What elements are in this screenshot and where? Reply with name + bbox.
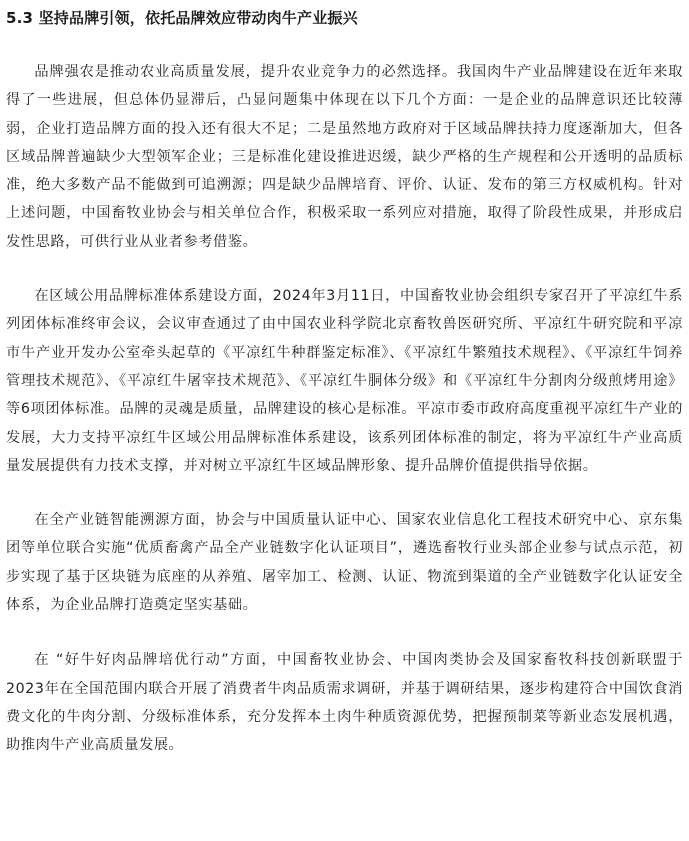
section-title: 5.3 坚持品牌引领，依托品牌效应带动肉牛产业振兴 [6,9,358,27]
paragraph-brand-strengthening: 品牌强农是推动农业高质量发展，提升农业竞争力的必然选择。我国肉牛产业品牌建设在近年来取得了一些进展，但总体仍显滞后，凸显问题集中体现在以下几个方面：一是企业的品牌意识还比较薄弱，企业打造品牌方面的投入还有很大不足；二是虽然地方政府对于区域品牌扶持力度逐渐加大，但各区域品牌普遍缺少大型领军企业；三是标准化建设推进迟缓，缺少严格的生产规程和公开透明的品质标准，绝大多数产品不能做到可追溯源；四是缺少品牌培育、评价、认证、发布的第三方权威机构。针对上述问题，中国畜牧业协会与相关单位合作，积极采取一系列应对措施，取得了阶段性成果，并形成启发性思路，可供行业从业者参考借鉴。 [6,64,683,250]
paragraph-regional-standards: 在区域公用品牌标准体系建设方面，2024年3月11日，中国畜牧业协会组织专家召开了平凉红牛系列团体标准终审会议，会议审查通过了由中国农业科学院北京畜牧兽医研究所、平凉红牛研究院和平凉市牛产业开发办公室牵头起草的《平凉红牛种群鉴定标准》、《平凉红牛繁殖技术规程》、《平凉红牛饲养管理技术规范》、《平凉红牛屠宰技术规范》、《平凉红牛胴体分级》和《平凉红牛分割肉分级煎烤用途》等6项团体标准。品牌的灵魂是质量，品牌建设的核心是标准。平凉市委市政府高度重视平凉红牛产业的发展，大力支持平凉红牛区域公用品牌标准体系建设，该系列团体标准的制定，将为平凉红牛产业高质量发展提供有力技术支撑，并对树立平凉红牛区域品牌形象、提升品牌价值提供指导依据。 [6,288,683,474]
paragraph-traceability: 在全产业链智能溯源方面，协会与中国质量认证中心、国家农业信息化工程技术研究中心、京东集团等单位联合实施“优质畜禽产品全产业链数字化认证项目”，遴选畜牧行业头部企业参与试点示范，初步实现了基于区块链为底座的从养殖、屠宰加工、检测、认证、物流到渠道的全产业链数字化认证安全体系，为企业品牌打造奠定坚实基础。 [6,512,683,614]
paragraph-brand-cultivation: 在 “好牛好肉品牌培优行动”方面，中国畜牧业协会、中国肉类协会及国家畜牧科技创新联盟于2023年在全国范围内联合开展了消费者牛肉品质需求调研，并基于调研结果，逐步构建符合中国饮食消费文化的牛肉分割、分级标准体系，充分发挥本土肉牛种质资源优势，把握预制菜等新业态发展机遇，助推肉牛产业高质量发展。 [6,652,683,754]
